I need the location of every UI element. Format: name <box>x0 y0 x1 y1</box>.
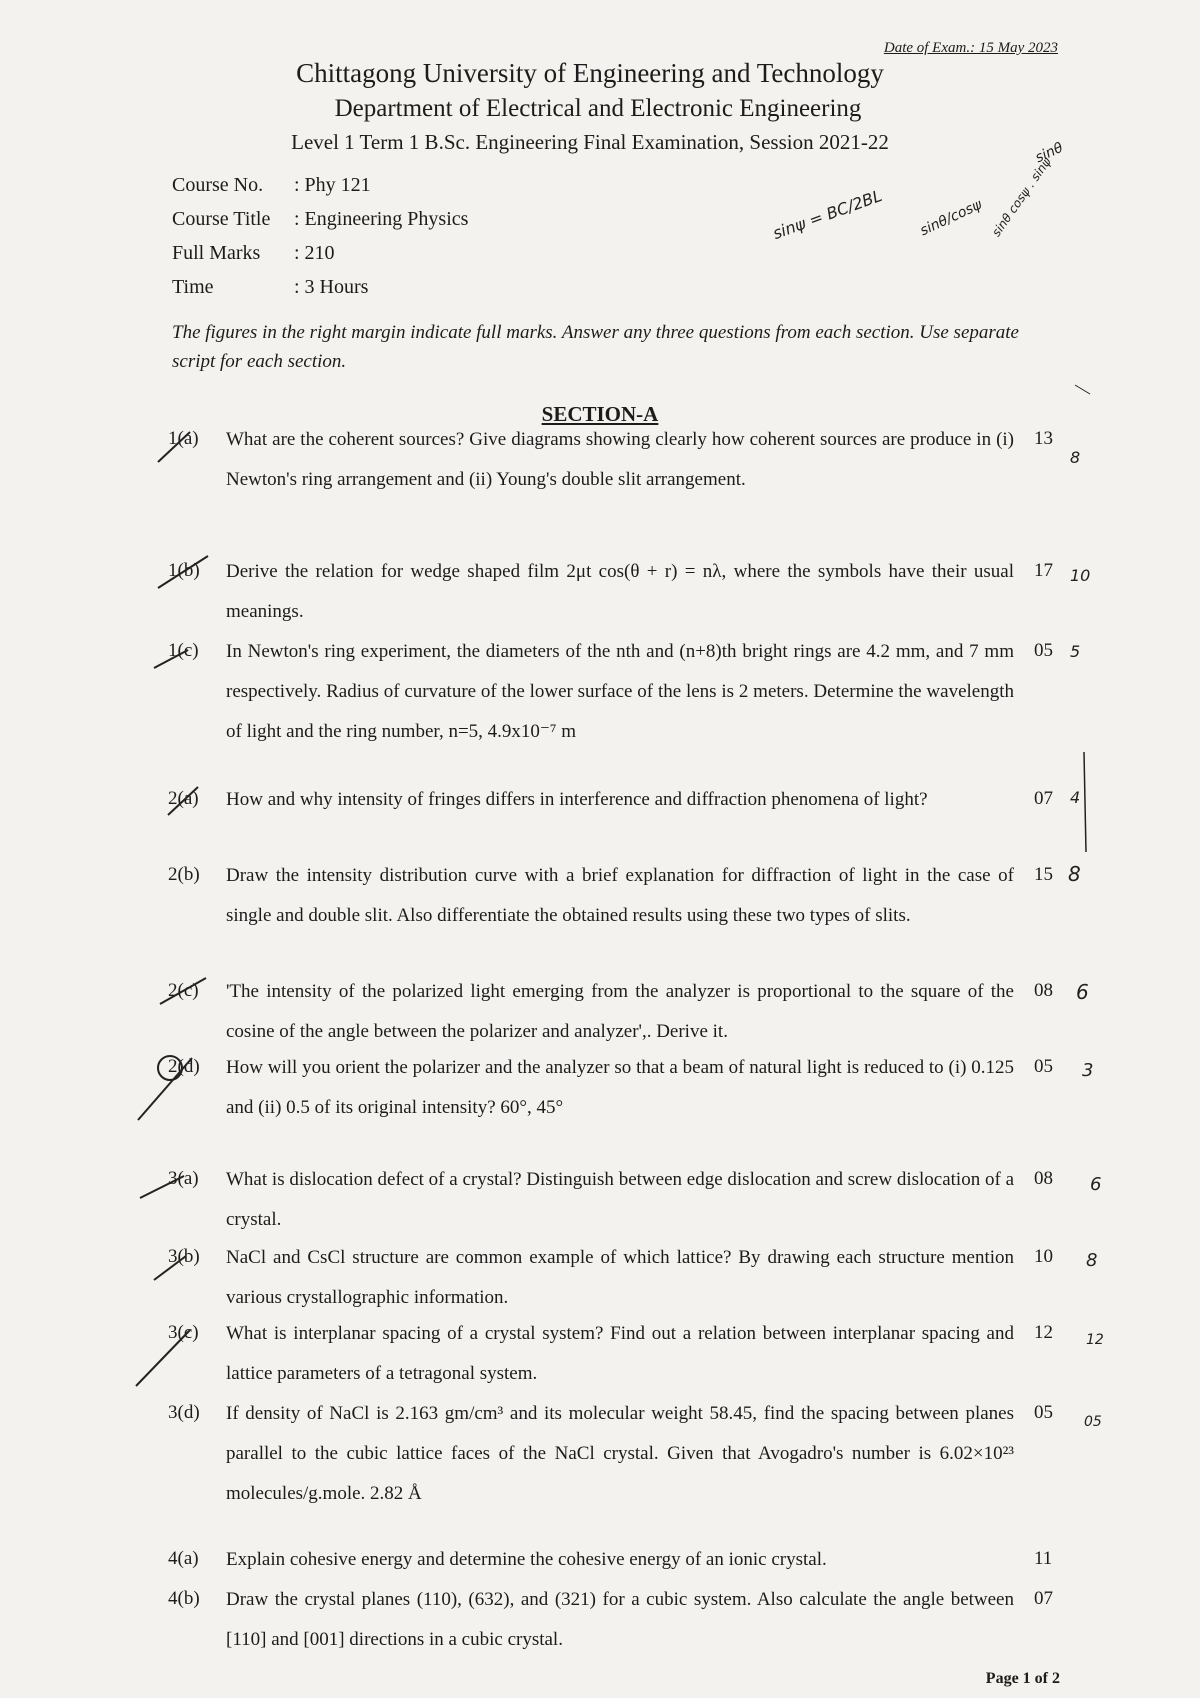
question-label: 4(a) <box>168 1548 199 1569</box>
tick-mark <box>154 650 188 668</box>
full-marks-label: Full Marks <box>172 241 261 264</box>
question-text: Explain cohesive energy and determine the cohesive energy of an ionic crystal. <box>226 1549 827 1570</box>
question-label: 3(c) <box>168 1322 199 1343</box>
question-marks: 12 <box>1034 1322 1053 1343</box>
question-marks: 05 <box>1034 640 1053 661</box>
handwritten-formula-3: sinθ <box>1032 139 1066 167</box>
course-no-value: : Phy 121 <box>294 173 371 196</box>
exam-date: Date of Exam.: 15 May 2023 <box>883 40 1058 56</box>
question-label: 2(c) <box>168 980 199 1001</box>
question-label: 3(a) <box>168 1168 199 1189</box>
question-text: NaCl and CsCl structure are common example of which lattice? By drawing each structure mention various crystallographic information. <box>226 1247 1014 1308</box>
question-text: How will you orient the polarizer and the analyzer so that a beam of natural light is reduced to (i) 0.125 and (ii) 0.5 of its original intensity? 60°, 45° <box>226 1057 1014 1118</box>
question-marks: 05 <box>1034 1402 1053 1423</box>
ink-dash <box>1075 385 1090 394</box>
university-name: Chittagong University of Engineering and Technology <box>296 58 884 88</box>
handwritten-mark: 10 <box>1070 566 1091 585</box>
time-value: : 3 Hours <box>294 275 369 298</box>
question-text: Draw the crystal planes (110), (632), and (321) for a cubic system. Also calculate the angle between [110] and [001] directions in a cubic crystal. <box>226 1589 1014 1650</box>
handwritten-mark: 05 <box>1084 1414 1102 1430</box>
tick-mark <box>158 432 190 462</box>
handwritten-formula-4: sinθ cosψ . sinψ <box>989 154 1054 240</box>
question-text: What is dislocation defect of a crystal? Distinguish between edge dislocation and screw dislocation of a crystal. <box>226 1169 1014 1230</box>
question-text: How and why intensity of fringes differs in interference and diffraction phenomena of light? <box>226 789 928 810</box>
instructions: The figures in the right margin indicate full marks. Answer any three questions from each section. Use separate script for each section. <box>172 322 1019 373</box>
question-marks: 07 <box>1034 1588 1053 1609</box>
time-label: Time <box>172 275 214 298</box>
question-marks: 11 <box>1034 1548 1053 1569</box>
section-title: SECTION-A <box>541 402 659 426</box>
question-label: 1(c) <box>168 640 199 661</box>
tick-mark <box>138 1058 192 1120</box>
question-marks: 10 <box>1034 1246 1053 1267</box>
question-text: If density of NaCl is 2.163 gm/cm³ and its molecular weight 58.45, find the spacing between planes parallel to the cubic lattice faces of the NaCl crystal. Given that Avogadro's number is 6.02×10²³ molecules/g.mole. 2.82 Å <box>226 1403 1014 1504</box>
question-marks: 05 <box>1034 1056 1053 1077</box>
tick-mark <box>160 978 206 1004</box>
handwritten-mark: 8 <box>1086 1250 1098 1271</box>
question-label: 1(a) <box>168 428 199 449</box>
ink-line <box>1084 752 1086 852</box>
question-text: What is interplanar spacing of a crystal system? Find out a relation between interplanar spacing and lattice parameters of a tetragonal system. <box>226 1323 1014 1384</box>
tick-mark <box>140 1176 184 1198</box>
circle-mark <box>158 1056 182 1080</box>
handwritten-mark: 3 <box>1082 1060 1094 1081</box>
handwritten-mark: 12 <box>1086 1332 1104 1348</box>
course-title-value: : Engineering Physics <box>294 207 469 230</box>
handwritten-mark: 6 <box>1076 980 1089 1004</box>
full-marks-value: : 210 <box>294 241 335 264</box>
question-label: 4(b) <box>168 1588 200 1609</box>
question-label: 3(d) <box>168 1402 200 1423</box>
handwritten-mark: 6 <box>1090 1174 1102 1195</box>
handwritten-formula-1: sinψ = BC/2BL <box>770 185 885 244</box>
question-label: 2(d) <box>168 1056 200 1077</box>
tick-mark <box>168 787 198 815</box>
question-marks: 13 <box>1034 428 1053 449</box>
handwritten-mark: 8 <box>1068 862 1081 886</box>
question-text: Draw the intensity distribution curve with a brief explanation for diffraction of light in the case of single and double slit. Also differentiate the obtained results using these two types of slits. <box>226 865 1014 926</box>
question-marks: 15 <box>1034 864 1053 885</box>
course-no-label: Course No. <box>172 173 264 196</box>
handwritten-formula-2: sinθ/cosψ <box>917 196 985 240</box>
question-marks: 08 <box>1034 1168 1053 1189</box>
department-name: Department of Electrical and Electronic Engineering <box>334 95 862 122</box>
question-label: 3(b) <box>168 1246 200 1267</box>
question-text: Derive the relation for wedge shaped film 2μt cos(θ + r) = nλ, where the symbols have their usual meanings. <box>226 561 1014 622</box>
page-number: Page 1 of 2 <box>985 1670 1060 1687</box>
tick-mark <box>154 1256 186 1280</box>
handwritten-mark: 4 <box>1070 788 1081 807</box>
course-title-label: Course Title <box>172 207 271 230</box>
question-text: 'The intensity of the polarized light emerging from the analyzer is proportional to the square of the cosine of the angle between the polarizer and analyzer',. Derive it. <box>226 981 1014 1042</box>
question-text: What are the coherent sources? Give diagrams showing clearly how coherent sources are produce in (i) Newton's ring arrangement and (ii) Young's double slit arrangement. <box>226 429 1014 490</box>
handwritten-mark: 5 <box>1070 642 1081 661</box>
question-text: In Newton's ring experiment, the diameters of the nth and (n+8)th bright rings are 4.2 mm, and 7 mm respectively. Radius of curvature of the lower surface of the lens is 2 meters. Determine the wavelength of light and the ring number, n=5, 4.9x10⁻⁷ m <box>226 641 1014 742</box>
question-label: 1(b) <box>168 560 200 581</box>
tick-mark <box>158 556 208 588</box>
handwritten-mark: 8 <box>1070 448 1081 467</box>
question-label: 2(a) <box>168 788 199 809</box>
tick-mark <box>136 1330 190 1386</box>
exam-title: Level 1 Term 1 B.Sc. Engineering Final Examination, Session 2021-22 <box>291 130 889 154</box>
question-label: 2(b) <box>168 864 200 885</box>
question-marks: 08 <box>1034 980 1053 1001</box>
question-marks: 17 <box>1034 560 1053 581</box>
question-marks: 07 <box>1034 788 1053 809</box>
